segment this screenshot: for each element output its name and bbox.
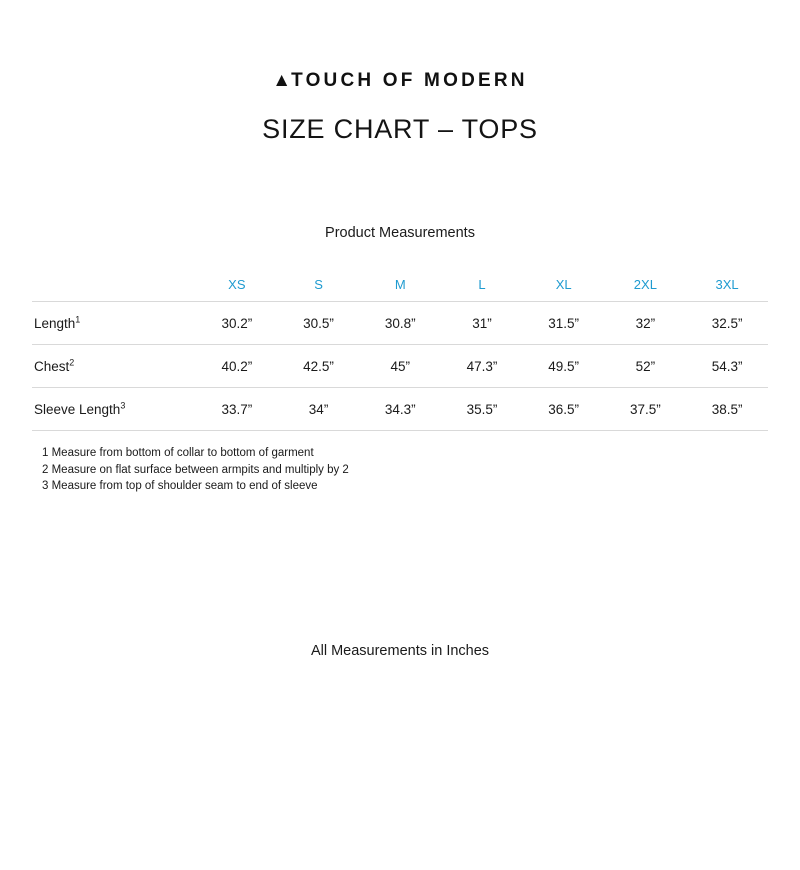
row-label-footnote-ref: 2 <box>69 357 75 367</box>
brand-mark-icon: ▲ <box>272 70 292 91</box>
footnote-2: 2 Measure on flat surface between armpits and multiply by 2 <box>42 463 349 476</box>
cell-length-m: 30.8” <box>359 302 441 345</box>
row-label-chest <box>32 345 196 388</box>
cell-chest-l: 47.3” <box>441 345 523 388</box>
column-header-blank <box>32 267 196 302</box>
footnote-3: 3 Measure from top of shoulder seam to end of sleeve <box>42 480 318 492</box>
cell-length-l: 31” <box>441 302 523 345</box>
measurements-table <box>32 267 768 431</box>
column-header-3xl: 3XL <box>715 276 739 292</box>
row-label-text: Chest <box>34 358 70 374</box>
brand-name: TOUCH OF MODERN <box>291 70 528 91</box>
cell-chest-xs: 40.2” <box>196 345 278 388</box>
table-row <box>32 345 768 388</box>
cell-sleeve-xl: 36.5” <box>523 388 605 431</box>
row-label-length <box>32 302 196 345</box>
column-header-xl: XL <box>555 276 572 292</box>
row-label-footnote-ref: 1 <box>75 314 81 324</box>
cell-length-s: 30.5” <box>278 302 360 345</box>
brand-title <box>0 70 800 92</box>
size-chart-page <box>0 70 800 870</box>
column-header-2xl: 2XL <box>633 276 657 292</box>
cell-chest-m: 45” <box>359 345 441 388</box>
page-title: SIZE CHART – TOPS <box>262 114 538 144</box>
cell-sleeve-xs: 33.7” <box>196 388 278 431</box>
table-row <box>32 388 768 431</box>
cell-length-2xl: 32” <box>605 302 687 345</box>
column-header-l: L <box>478 276 486 292</box>
footnotes <box>32 445 768 495</box>
row-label-text: Sleeve Length <box>34 401 121 417</box>
column-header-s: S <box>314 276 323 292</box>
table-header-row <box>32 267 768 302</box>
cell-chest-3xl: 54.3” <box>686 345 768 388</box>
cell-chest-2xl: 52” <box>605 345 687 388</box>
footer-note: All Measurements in Inches <box>310 642 490 659</box>
cell-sleeve-m: 34.3” <box>359 388 441 431</box>
section-title: Product Measurements <box>325 225 475 241</box>
cell-sleeve-2xl: 37.5” <box>605 388 687 431</box>
cell-sleeve-l: 35.5” <box>441 388 523 431</box>
row-label-text: Length <box>34 315 76 331</box>
cell-chest-xl: 49.5” <box>523 345 605 388</box>
column-header-m: M <box>394 276 406 292</box>
cell-sleeve-s: 34” <box>278 388 360 431</box>
footnote-1: 1 Measure from bottom of collar to bottom of garment <box>42 447 314 459</box>
cell-length-xs: 30.2” <box>196 302 278 345</box>
cell-length-xl: 31.5” <box>523 302 605 345</box>
row-label-footnote-ref: 3 <box>120 400 126 410</box>
measurements-table-wrap <box>32 267 768 431</box>
cell-chest-s: 42.5” <box>278 345 360 388</box>
cell-length-3xl: 32.5” <box>686 302 768 345</box>
cell-sleeve-3xl: 38.5” <box>686 388 768 431</box>
table-row <box>32 302 768 345</box>
column-header-xs: XS <box>228 276 246 292</box>
row-label-sleeve-length <box>32 388 196 431</box>
